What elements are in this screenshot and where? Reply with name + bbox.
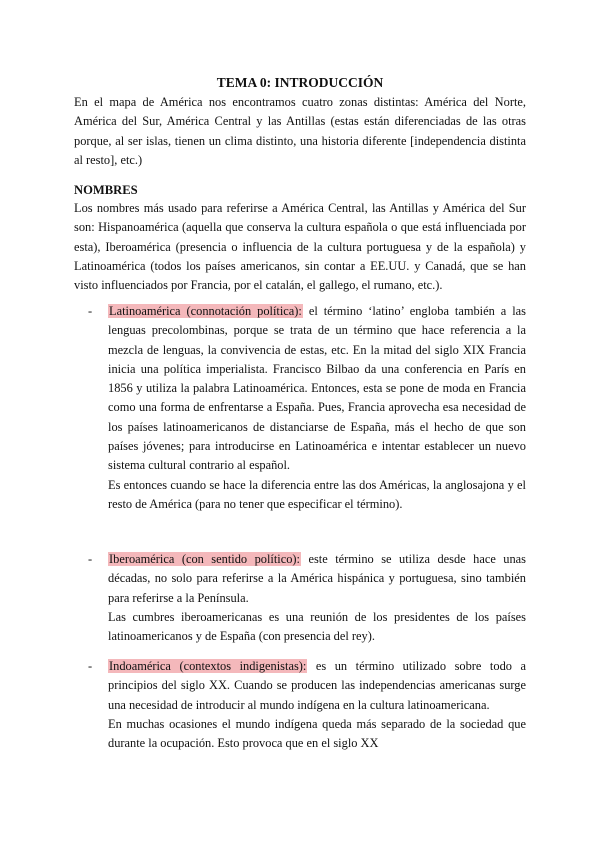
list-bullet: -	[88, 304, 93, 318]
list-item-extra: Es entonces cuando se hace la diferencia entre las dos Américas, la anglosajona y el resto de América (para no tener que especificar el término).	[108, 477, 526, 511]
section-heading: NOMBRES	[74, 183, 138, 197]
intro-paragraph: En el mapa de América nos encontramos cuatro zonas distintas: América del Norte, América del Sur, América Central y las Antillas (estas están diferenciadas de las otras porque, al ser islas, tienen un clima distinto, una historia diferente [independencia distinta al resto], etc.)	[74, 95, 526, 167]
list-item-extra: Las cumbres iberoamericanas es una reunión de los presidentes de los países latinoamericanos y de España (con presencia del rey).	[108, 609, 526, 644]
highlighted-term: Latinoamérica (connotación política):	[109, 304, 302, 318]
list-item	[108, 657, 526, 773]
list-item	[108, 550, 526, 646]
list-bullet: -	[88, 552, 93, 566]
list-item-extra: En muchas ocasiones el mundo indígena queda más separado de la sociedad que durante la ocupación. Esto provoca que en el siglo XX	[108, 716, 526, 751]
list-item-text: este término se utiliza desde hace unas décadas, no solo para referirse a la América hispánica y portuguesa, sino también para referirse a la Península.	[108, 552, 527, 605]
section-intro-paragraph: Los nombres más usado para referirse a América Central, las Antillas y América del Sur son: Hispanoamérica (aquella que conserva la cultura española o que está influenciada por esta), Iberoamérica (presencia o influencia de la cultura portuguesa y de la española) y Latinoamérica (todos los países americanos, sin contar a EE.UU. y Canadá, que se han visto influenciados por Francia, por el catalán, el gallego, el rumano, etc.).	[74, 201, 526, 293]
document-title: TEMA 0: INTRODUCCIÓN	[216, 75, 384, 90]
list-item-text: es un término utilizado sobre todo a principios del siglo XX. Cuando se producen las independencias americanas surge una necesidad de introducir al mundo indígena en la cultura latinoamericana.	[108, 659, 526, 712]
list-item	[108, 302, 526, 514]
list-item-body	[108, 550, 526, 608]
list-item-body	[108, 302, 526, 476]
list-item-body	[108, 657, 526, 715]
list-item-text: el término ‘latino’ engloba también a las lenguas precolombinas, porque se trata de un término que hace referencia a la mezcla de lenguas, la convivencia de estas, etc. En la mitad del siglo XIX Francia inicia una política imperialista. Francisco Bilbao da una conferencia en París en 1856 y utiliza la palabra Latinoamérica. Entonces, esta se pone de moda en Francia como una forma de enfrentarse a España. Pues, Francia aprovecha esa necesidad de los países latinoamericanos de distanciarse de España, más el hecho de que son países jóvenes; para introducirse en Latinoamérica e intentar establecer un nuevo sistema cultural contrario al español.	[108, 304, 526, 473]
list-bullet: -	[88, 659, 93, 673]
highlighted-term: Iberoamérica (con sentido político):	[109, 552, 300, 566]
highlighted-term: Indoamérica (contextos indigenistas):	[109, 659, 307, 673]
